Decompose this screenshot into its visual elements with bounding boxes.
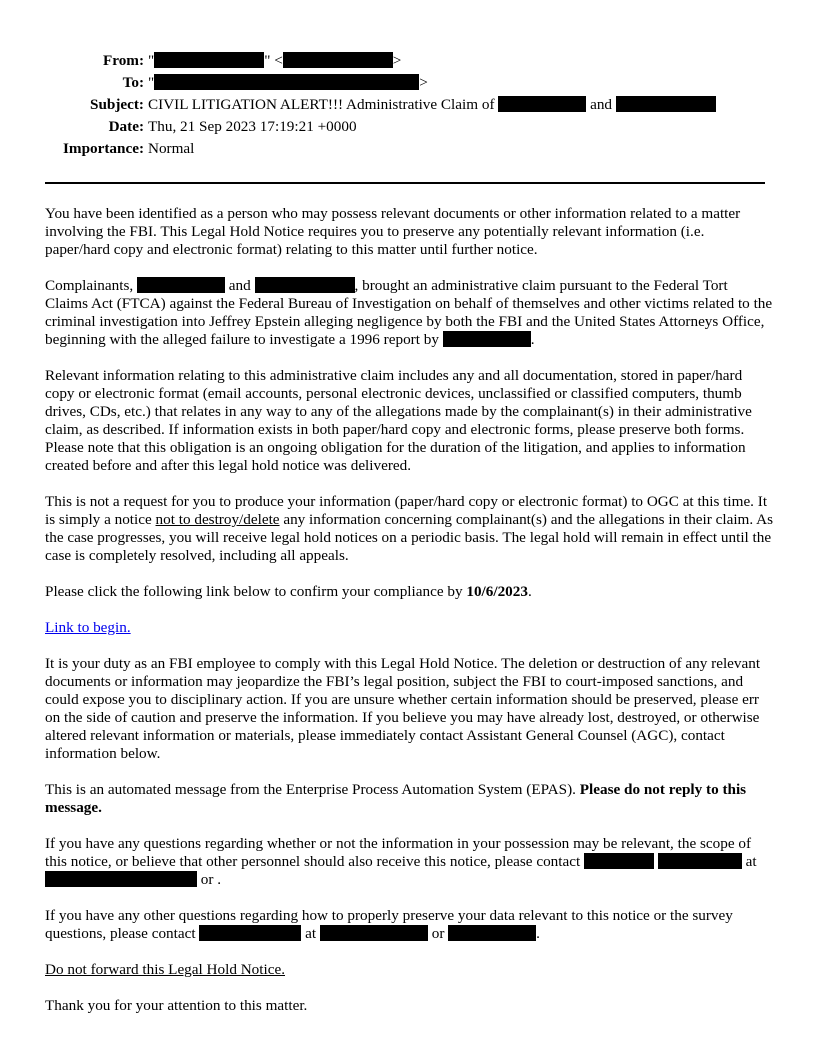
importance-label: Importance: <box>63 140 144 157</box>
date-row <box>40 118 770 140</box>
do-not-reply-text: Please do not reply to this message. <box>45 781 747 816</box>
redaction-block <box>45 871 197 887</box>
begin-link[interactable]: Link to begin. <box>45 619 131 636</box>
redaction-block <box>283 52 393 68</box>
redaction-block <box>448 925 536 941</box>
date-value: Thu, 21 Sep 2023 17:19:21 +0000 <box>148 118 357 135</box>
email-body <box>45 205 773 1033</box>
date-label: Date: <box>108 118 144 135</box>
paragraph-thanks: Thank you for your attention to this matter. <box>45 997 308 1014</box>
redaction-block <box>320 925 428 941</box>
to-value: " > <box>148 74 428 91</box>
paragraph-automated: This is an automated message from the Enterprise Process Automation System (EPAS). Please do not reply to this message. <box>45 781 747 816</box>
header-divider <box>45 182 765 184</box>
paragraph-contact-preserve: If you have any other questions regarding how to properly preserve your data relevant to this notice or the survey questions, please contact at or . <box>45 907 733 942</box>
redaction-block <box>199 925 301 941</box>
importance-value: Normal <box>148 140 195 157</box>
email-header <box>40 52 770 162</box>
paragraph-contact-questions: If you have any questions regarding whether or not the information in your possession may be relevant, the scope of this notice, or believe that other personnel should also receive this notice, please contact at or . <box>45 835 757 888</box>
redaction-block <box>498 96 586 112</box>
redaction-block <box>154 74 419 90</box>
redaction-block <box>616 96 716 112</box>
subject-label: Subject: <box>90 96 144 113</box>
from-row <box>40 52 770 74</box>
redaction-block <box>154 52 264 68</box>
paragraph-confirm: Please click the following link below to confirm your compliance by 10/6/2023. <box>45 583 532 600</box>
paragraph-link <box>45 619 773 637</box>
to-label: To: <box>122 74 144 91</box>
redaction-block <box>443 331 531 347</box>
underlined-text: not to destroy/delete <box>155 511 280 528</box>
from-label: From: <box>102 52 144 69</box>
redaction-block <box>255 277 355 293</box>
redaction-block <box>658 853 742 869</box>
paragraph-relevant-info: Relevant information relating to this administrative claim includes any and all documentation, stored in paper/hard copy or electronic format (email accounts, personal electronic devices, unclassified or classified computers, thumb drives, CDs, etc.) that relates in any way to any of the allegations made by the complainant(s) in their administrative claim, as described. If information exists in both paper/hard copy and electronic forms, please preserve both forms. Please note that this obligation is an ongoing obligation for the duration of the litigation, and applies to information created before and after this legal hold notice was delivered. <box>45 367 752 474</box>
deadline-date: 10/6/2023 <box>466 583 528 600</box>
paragraph-not-a-request: This is not a request for you to produce your information (paper/hard copy or electronic format) to OGC at this time. It is simply a notice not to destroy/delete any information concerning complainant(s) and the allegations in their claim. As the case progresses, you will receive legal hold notices on a periodic basis. The legal hold will remain in effect until the case is completely resolved, including all appeals. <box>45 493 773 564</box>
paragraph-complainants: Complainants, and , brought an administrative claim pursuant to the Federal Tort Claims Act (FTCA) against the Federal Bureau of Investigation on behalf of themselves and other victims related to the criminal investigation into Jeffrey Epstein alleging negligence by both the FBI and the United States Attorneys Office, beginning with the alleged failure to investigate a 1996 report by . <box>45 277 773 348</box>
importance-row <box>40 140 770 162</box>
to-row <box>40 74 770 96</box>
subject-row <box>40 96 770 118</box>
paragraph-duty: It is your duty as an FBI employee to comply with this Legal Hold Notice. The deletion or destruction of any relevant documents or information may jeopardize the FBI’s legal position, subject the FBI to court-imposed sanctions, and could expose you to disciplinary action. If you are unsure whether certain information should be preserved, please err on the side of caution and preserve the information. If you believe you may have already lost, destroyed, or otherwise altered relevant information or materials, please immediately contact Assistant General Counsel (AGC), contact information below. <box>45 655 761 762</box>
redaction-block <box>137 277 225 293</box>
paragraph-intro: You have been identified as a person who may possess relevant documents or other information related to a matter involving the FBI. This Legal Hold Notice requires you to preserve any potentially relevant information (i.e. paper/hard copy and electronic format) relating to this matter until further notice. <box>45 205 741 258</box>
redaction-block <box>584 853 654 869</box>
subject-value: CIVIL LITIGATION ALERT!!! Administrative Claim of and <box>148 96 716 114</box>
from-value: " " < > <box>148 52 402 69</box>
paragraph-do-not-forward: Do not forward this Legal Hold Notice. <box>45 961 285 978</box>
